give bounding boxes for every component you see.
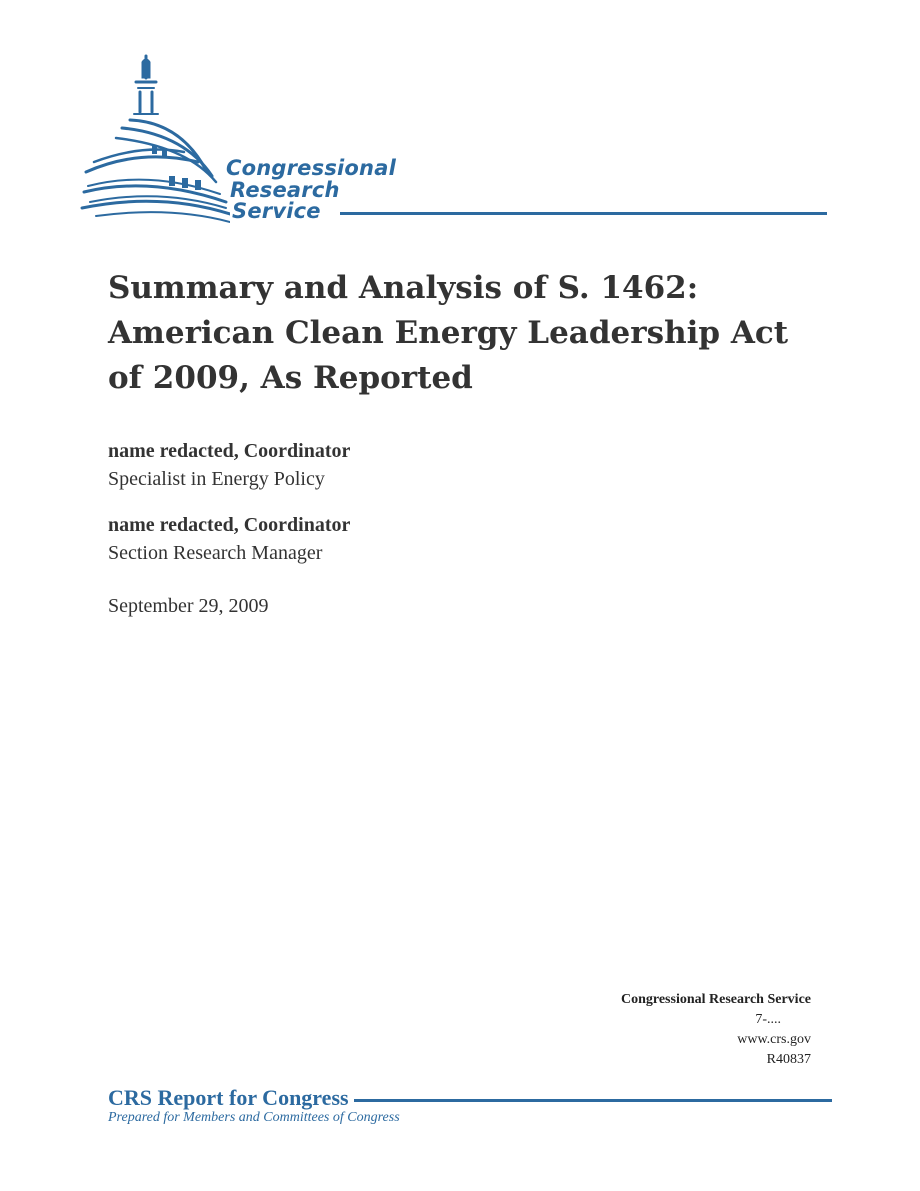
footer-rule: [354, 1099, 832, 1102]
crs-logo: [80, 52, 830, 224]
footer-subtitle: Prepared for Members and Committees of Congress: [108, 1110, 400, 1125]
report-date: September 29, 2009: [108, 595, 269, 617]
logo-rule: [340, 212, 827, 215]
crs-number: 7-....: [755, 1012, 781, 1027]
logo-text-research: Research: [230, 178, 340, 202]
author-name: name redacted, Coordinator: [108, 514, 351, 536]
report-title: Summary and Analysis of S. 1462: American Clean Energy Leadership Act of 2009, As Reported: [108, 270, 789, 396]
report-id: R40837: [766, 1052, 811, 1067]
crs-info-block: [621, 990, 811, 1070]
crs-org-name: Congressional Research Service: [620, 992, 811, 1007]
author-name: name redacted, Coordinator: [108, 440, 351, 462]
author-block-1: [108, 437, 350, 493]
logo-text-service: Service: [232, 199, 321, 223]
footer-title: CRS Report for Congress: [108, 1085, 349, 1110]
author-block-2: [108, 511, 350, 567]
author-role: Specialist in Energy Policy: [108, 468, 325, 490]
crs-url-link[interactable]: www.crs.gov: [737, 1032, 811, 1047]
author-role: Section Research Manager: [108, 542, 323, 564]
capitol-dome-icon: [80, 52, 230, 224]
logo-text-congressional: Congressional: [226, 156, 396, 180]
